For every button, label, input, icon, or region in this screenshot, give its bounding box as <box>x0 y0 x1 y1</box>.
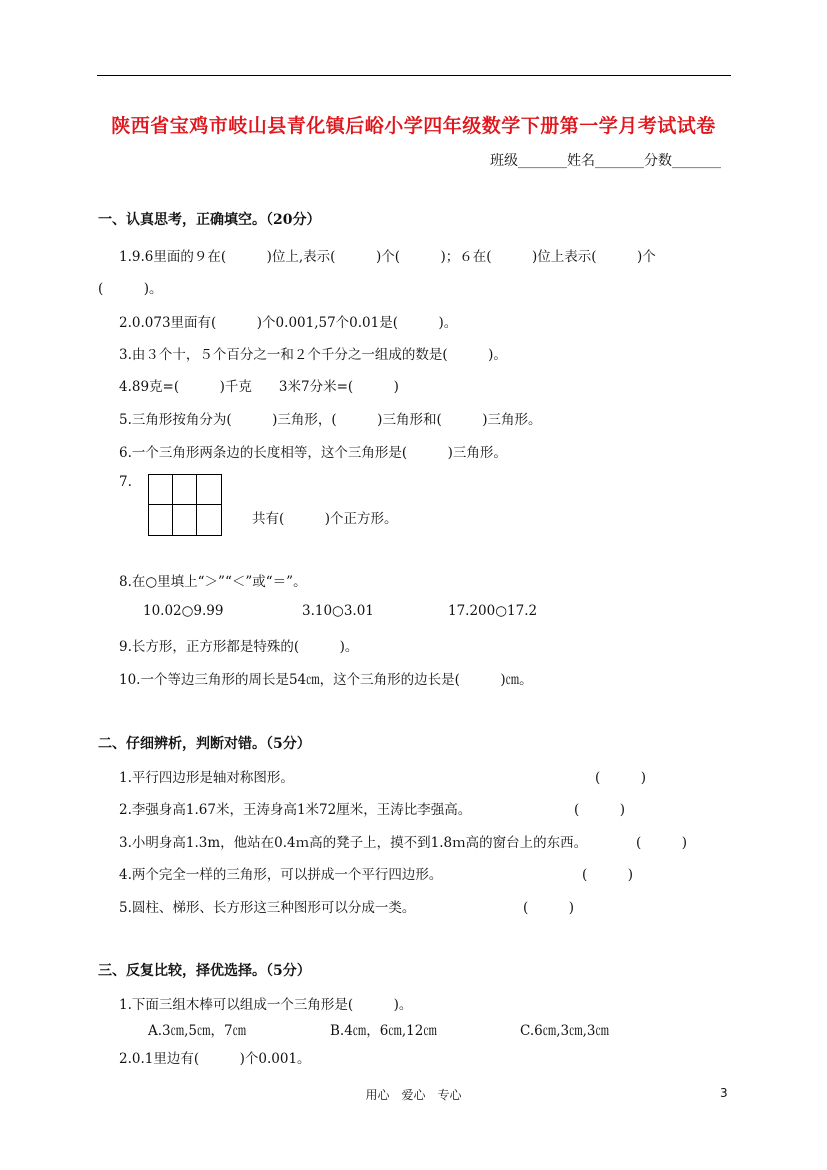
question-7-label: 7. <box>119 474 132 490</box>
question-6: 6.一个三角形两条边的长度相等，这个三角形是( )三角形。 <box>119 445 507 461</box>
question-7-text: 共有( )个正方形。 <box>252 511 398 527</box>
question-8-compare-b: 3.10○3.01 <box>302 603 374 619</box>
judge-item-4: 4.两个完全一样的三角形，可以拼成一个平行四边形。 <box>119 867 443 883</box>
choice-question-1: 1.下面三组木棒可以组成一个三角形是( )。 <box>119 997 413 1013</box>
question-5: 5.三角形按角分为( )三角形，( )三角形和( )三角形。 <box>119 412 542 428</box>
square-grid-figure <box>148 474 222 536</box>
page-title: 陕西省宝鸡市岐山县青化镇后峪小学四年级数学下册第一学月考试试卷 <box>111 115 716 137</box>
page-footer: 用心 爱心 专心 <box>365 1088 462 1102</box>
question-8: 8.在○里填上“＞”“＜”或“＝”。 <box>119 574 307 590</box>
question-1-line1: 1.9.6里面的９在( )位上,表示( )个( )；６在( )位上表示( )个 <box>119 249 656 265</box>
question-10: 10.一个等边三角形的周长是54㎝，这个三角形的边长是( )㎝。 <box>119 672 533 688</box>
page-number: 3 <box>720 1086 728 1100</box>
judge-answer-4: ( ) <box>582 867 634 883</box>
judge-answer-1: ( ) <box>595 770 647 786</box>
judge-item-5: 5.圆柱、梯形、长方形这三种图形可以分成一类。 <box>119 900 416 916</box>
choice-option-a: A.3㎝,5㎝，7㎝ <box>148 1023 247 1039</box>
section1-heading: 一、认真思考，正确填空。（20分） <box>98 212 321 228</box>
section3-heading: 三、反复比较，择优选择。（5分） <box>98 963 311 979</box>
question-2: 2.0.073里面有( )个0.001,57个0.01是( )。 <box>119 315 458 331</box>
choice-option-b: B.4㎝，6㎝,12㎝ <box>330 1023 437 1039</box>
question-9: 9.长方形，正方形都是特殊的( )。 <box>119 639 359 655</box>
judge-item-1: 1.平行四边形是轴对称图形。 <box>119 770 294 786</box>
question-1-line2: ( )。 <box>98 281 163 297</box>
student-info-line: 班级_______姓名_______分数_______ <box>490 153 721 169</box>
judge-answer-2: ( ) <box>574 802 626 818</box>
judge-item-2: 2.李强身高1.67米，王涛身高1米72厘米，王涛比李强高。 <box>119 802 472 818</box>
section2-heading: 二、仔细辨析，判断对错。（5分） <box>98 736 311 752</box>
judge-answer-3: ( ) <box>636 835 688 851</box>
choice-question-2: 2.0.1里边有( )个0.001。 <box>119 1051 311 1067</box>
question-3: 3.由３个十，５个百分之一和２个千分之一组成的数是( )。 <box>119 347 507 363</box>
question-8-compare-a: 10.02○9.99 <box>143 603 224 619</box>
judge-item-3: 3.小明身高1.3m，他站在0.4ｍ高的凳子上，摸不到1.8ｍ高的窗台上的东西。 <box>119 835 588 851</box>
choice-option-c: C.6㎝,3㎝,3㎝ <box>520 1023 609 1039</box>
judge-answer-5: ( ) <box>523 900 575 916</box>
question-8-compare-c: 17.200○17.2 <box>448 603 538 619</box>
header-rule <box>97 75 731 76</box>
question-4: 4.89克=( )千克 3米7分米=( ) <box>119 379 399 395</box>
